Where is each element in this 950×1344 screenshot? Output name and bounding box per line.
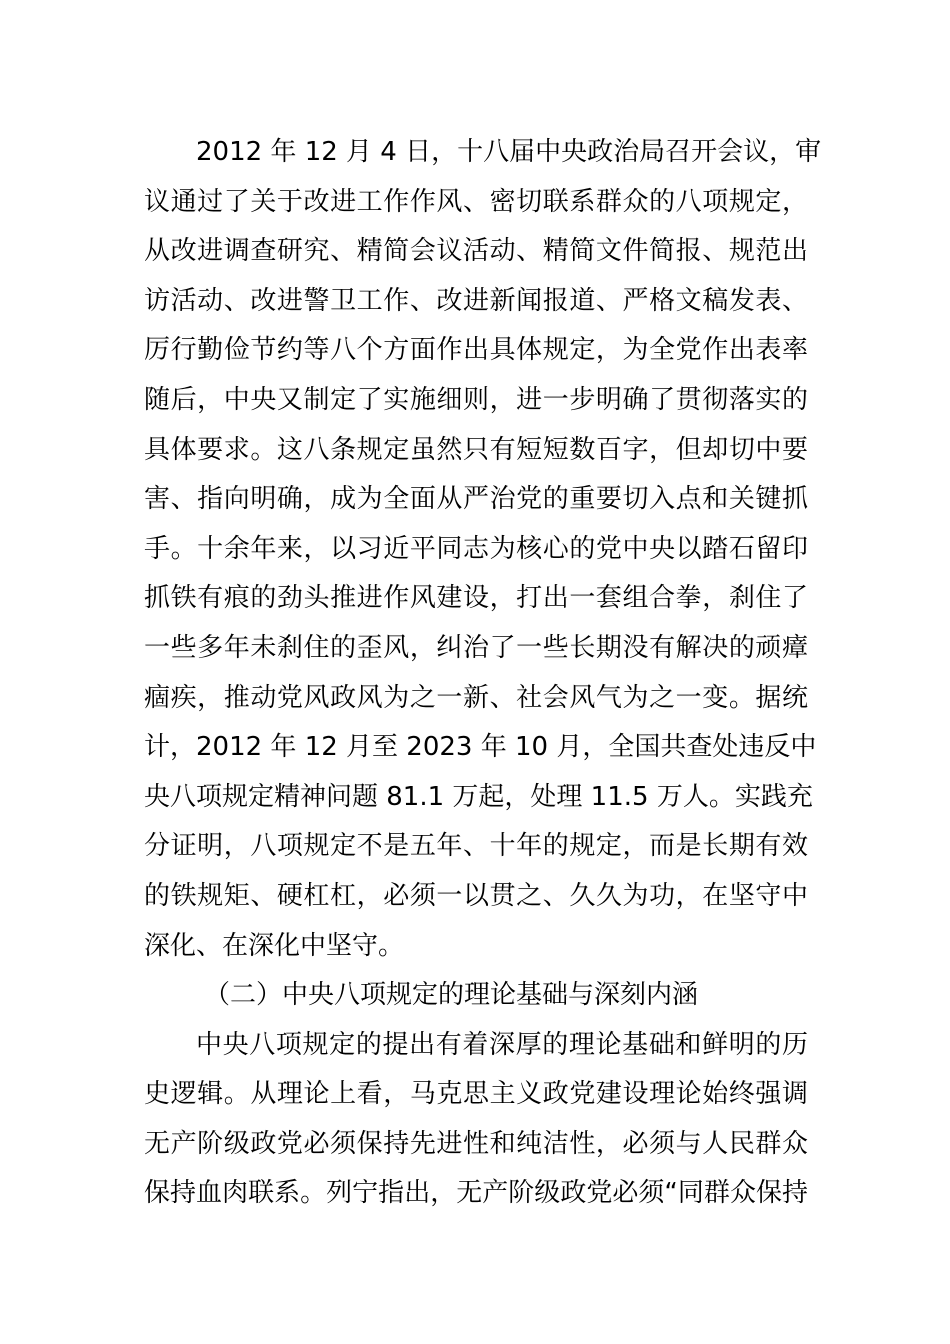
text-line: 一些多年未刹住的歪风，纠治了一些长期没有解决的顽瘴 (144, 632, 808, 663)
text-line: 厉行勤俭节约等八个方面作出具体规定，为全党作出表率 (144, 335, 808, 366)
text-line: 中央八项规定的提出有着深厚的理论基础和鲜明的历 (196, 1029, 808, 1060)
text-line: 随后，中央又制定了实施细则，进一步明确了贯彻落实的 (144, 384, 808, 415)
text-line: 议通过了关于改进工作作风、密切联系群众的八项规定， (144, 186, 808, 217)
text-line: 从改进调查研究、精简会议活动、精简文件简报、规范出 (144, 236, 808, 267)
text-line: 央八项规定精神问题 81.1 万起，处理 11.5 万人。实践充 (144, 781, 813, 812)
text-line: 具体要求。这八条规定虽然只有短短数百字，但却切中要 (144, 434, 808, 465)
text-line: 无产阶级政党必须保持先进性和纯洁性，必须与人民群众 (144, 1128, 808, 1159)
text-line: 分证明，八项规定不是五年、十年的规定，而是长期有效 (144, 831, 808, 862)
paragraph-2 (144, 1021, 808, 1219)
text-line: 害、指向明确，成为全面从严治党的重要切入点和关键抓 (144, 484, 808, 515)
text-line: 痼疾，推动党风政风为之一新、社会风气为之一变。据统 (144, 682, 808, 713)
text-line: 手。十余年来，以习近平同志为核心的党中央以踏石留印 (144, 533, 808, 564)
text-line: 计，2012 年 12 月至 2023 年 10 月，全国共查处违反中 (144, 732, 817, 763)
text-line: 保持血肉联系。列宁指出，无产阶级政党必须“同群众保持 (144, 1178, 808, 1209)
document-body (144, 128, 822, 1219)
text-line: 访活动、改进警卫工作、改进新闻报道、严格文稿发表、 (144, 285, 808, 316)
paragraph-1 (144, 128, 822, 971)
section-heading: （二）中央八项规定的理论基础与深刻内涵 (204, 980, 699, 1011)
text-line: 2012 年 12 月 4 日，十八届中央政治局召开会议，审 (196, 137, 822, 167)
text-line: 抓铁有痕的劲头推进作风建设，打出一套组合拳，刹住了 (144, 583, 808, 614)
text-line: 深化、在深化中坚守。 (144, 930, 405, 961)
text-line: 史逻辑。从理论上看，马克思主义政党建设理论始终强调 (144, 1079, 808, 1110)
text-line: 的铁规矩、硬杠杠，必须一以贯之、久久为功，在坚守中 (144, 880, 808, 911)
